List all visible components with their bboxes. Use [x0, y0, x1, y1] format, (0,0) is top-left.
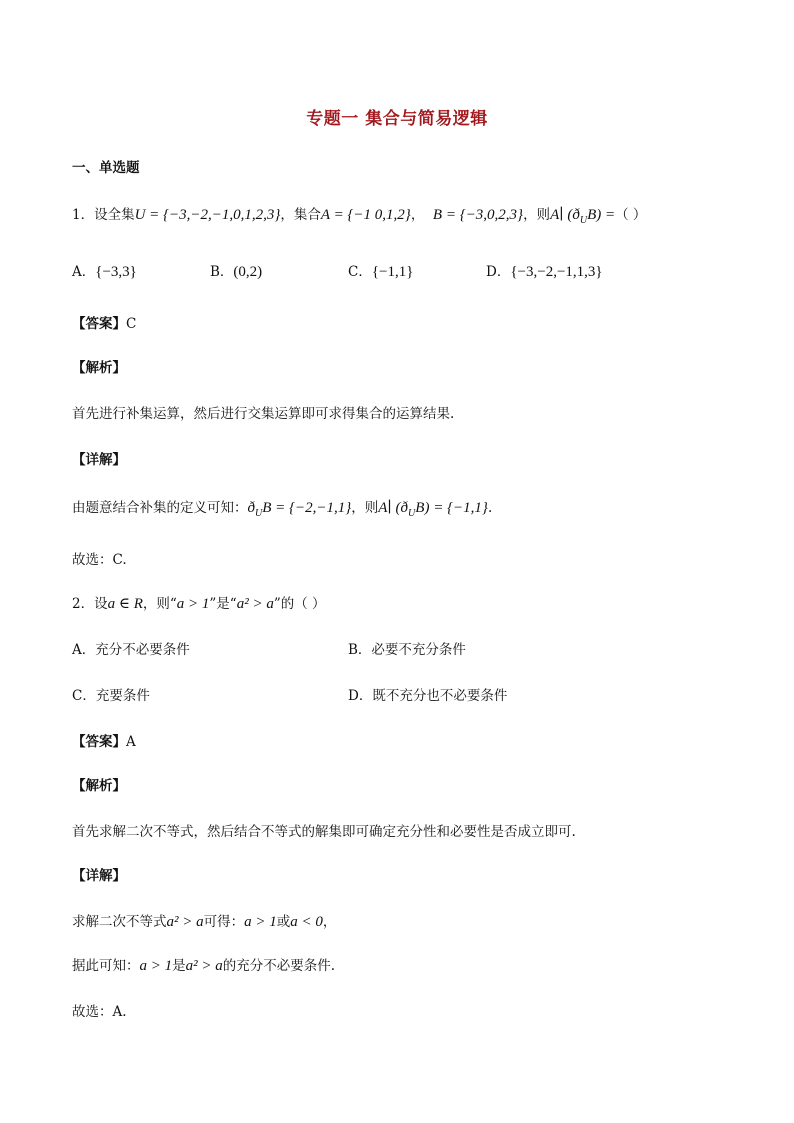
question-2 — [72, 594, 326, 614]
detail-text — [72, 912, 336, 932]
detail-end: . — [487, 500, 493, 516]
result-expression — [378, 500, 488, 519]
question-text: ，则 — [523, 207, 551, 223]
option-d — [486, 262, 603, 282]
option-text: 既不充分也不必要条件 — [372, 688, 508, 704]
detail-mid: 是 — [172, 958, 186, 974]
expr-part: B = {−2,−1,1} — [262, 500, 352, 516]
detail-end: ， — [322, 914, 337, 930]
option-a — [72, 262, 137, 282]
section-heading: 一、单选题 — [72, 160, 140, 176]
expr-subscript: U — [255, 508, 263, 519]
detail-tag: 【详解】 — [72, 452, 126, 468]
set-operation-expression — [550, 207, 616, 226]
expr-part: B) = {−1,1} — [415, 500, 488, 516]
analysis-text: 首先进行补集运算，然后进行交集运算即可求得集合的运算结果. — [72, 406, 455, 422]
option-text: {−3,−2,−1,1,3} — [510, 264, 603, 280]
answer-value: C — [126, 316, 137, 332]
question-text: ”的（ ） — [273, 596, 326, 612]
expr-part: A∣ (ð — [550, 207, 580, 223]
detail-prefix: 求解二次不等式 — [72, 914, 167, 930]
condition-expression: a ∈ R — [107, 596, 143, 612]
question-text: ，则“ — [142, 596, 177, 612]
detail-mid: ，则 — [351, 500, 379, 516]
option-label: B． — [348, 642, 372, 658]
answer-tag: 【答案】 — [72, 734, 126, 750]
complement-expression — [247, 500, 352, 519]
condition-expression: a > 1 — [139, 958, 173, 974]
set-a-expression: A = {−1 0,1,2} — [320, 207, 411, 223]
question-1 — [72, 205, 646, 231]
question-text: ， — [410, 207, 425, 223]
detail-mid: 可得： — [203, 914, 245, 930]
option-a — [72, 640, 190, 660]
page-title: 专题一 集合与简易逻辑 — [306, 109, 488, 129]
analysis-text: 首先求解二次不等式，然后结合不等式的解集即可确定充分性和必要性是否成立即可. — [72, 824, 576, 840]
option-text: {−3,3} — [95, 264, 137, 280]
question-text: 设 — [94, 596, 108, 612]
expr-part: B) = — [587, 207, 616, 223]
question-text: ”是“ — [209, 596, 237, 612]
expr-subscript: U — [408, 508, 416, 519]
question-text: 设全集 — [94, 207, 135, 223]
answer-line — [72, 314, 136, 334]
detail-prefix: 由题意结合补集的定义可知： — [72, 500, 248, 516]
detail-prefix: 据此可知： — [72, 958, 140, 974]
question-number: 1． — [72, 207, 95, 223]
answer-tag: 【答案】 — [72, 316, 126, 332]
answer-value: A — [126, 734, 136, 750]
expr-part: A∣ (ð — [378, 500, 409, 516]
solution-part: a < 0 — [290, 914, 323, 930]
conclusion-text: 故选：A. — [72, 1004, 127, 1020]
detail-tag: 【详解】 — [72, 868, 126, 884]
expr-subscript: U — [579, 215, 588, 226]
expr-part: ð — [247, 500, 255, 516]
option-label: D． — [348, 688, 373, 704]
proposition-q: a² > a — [236, 596, 274, 612]
option-label: C． — [72, 688, 96, 704]
answer-blank: （ ） — [615, 207, 647, 223]
conclusion-text: 故选：C. — [72, 552, 127, 568]
analysis-tag: 【解析】 — [72, 360, 126, 376]
question-number: 2． — [72, 596, 95, 612]
detail-or: 或 — [276, 914, 291, 930]
option-label: A． — [72, 264, 96, 280]
question-text: ，集合 — [280, 207, 321, 223]
set-b-expression: B = {−3,0,2,3} — [432, 207, 524, 223]
option-label: D． — [486, 264, 511, 280]
analysis-tag: 【解析】 — [72, 778, 126, 794]
proposition-p: a > 1 — [176, 596, 210, 612]
set-u-expression: U = {−3,−2,−1,0,1,2,3} — [134, 207, 281, 223]
detail-text — [72, 956, 335, 976]
option-label: B． — [210, 264, 234, 280]
detail-text — [72, 498, 492, 524]
option-text: 必要不充分条件 — [371, 642, 466, 658]
option-c — [348, 262, 413, 282]
detail-end: 的充分不必要条件. — [222, 958, 336, 974]
option-text: (0,2) — [233, 264, 263, 280]
option-b — [210, 262, 262, 282]
option-text: 充分不必要条件 — [95, 642, 190, 658]
inequality-expression: a² > a — [166, 914, 204, 930]
condition-expression: a² > a — [185, 958, 223, 974]
option-text: {−1,1} — [371, 264, 414, 280]
solution-part: a > 1 — [244, 914, 277, 930]
option-d — [348, 686, 507, 706]
answer-line — [72, 732, 136, 752]
option-text: 充要条件 — [95, 688, 150, 704]
option-b — [348, 640, 466, 660]
option-label: A． — [72, 642, 96, 658]
option-label: C． — [348, 264, 372, 280]
option-c — [72, 686, 150, 706]
